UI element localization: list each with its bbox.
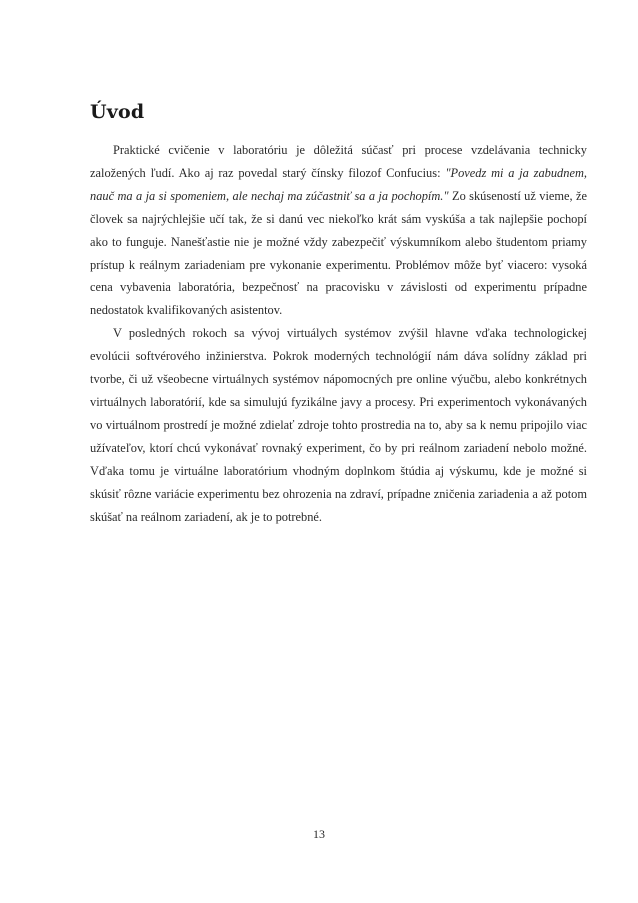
paragraph-2: V posledných rokoch sa vývoj virtuálych systémov zvýšil hlavne vďaka technologickej evolúcii softvérového inžinierstva. Pokrok moderných technológií nám dáva solídny základ pri tvorbe, či už všeobecne virtuálnych systémov nápomocných pre online výučbu, alebo konkrétnych virtuálnych laboratórií, kde sa simulujú fyzikálne javy a procesy. Pri experimentoch vykonávaných vo virtuálnom prostredí je možné zdielať zdroje tohto prostredia na to, aby sa k nemu pripojilo viac užívateľov, ktorí chcú vykonávať rovnaký experiment, čo by pri reálnom zariadení nebolo možné. Vďaka tomu je virtuálne laboratórium vhodným doplnkom štúdia aj výskumu, kde je možné si skúsiť rôzne variácie experimentu bez ohrozenia na zdraví, prípadne zničenia zariadenia a až potom skúšať na reálnom zariadení, ak je to potrebné.	[90, 326, 587, 524]
paragraph-1-intro: Praktické cvičenie v laboratóriu je dôležitá súčasť pri procese vzdelávania technicky založených ľudí. Ako aj raz povedal starý čínsky filozof Confucius:	[90, 143, 587, 180]
paragraph-1-rest: Zo skúseností už vieme, že človek sa najrýchlejšie učí tak, že si danú vec niekoľko krát sám vyskúša a tak najlepšie pochopí ako to funguje. Nanešťastie nie je možné vždy zabezpečiť výskumníkom alebo študentom priamy prístup k reálnym zariadeniam pre vykonanie experimentu. Problémov môže byť viacero: vysoká cena vybavenia laboratória, bezpečnosť na pracovisku v závislosti od experimentu prípadne nedostatok kvalifikovaných asistentov.	[90, 188, 588, 318]
paragraph-1	[90, 139, 587, 322]
body-text	[90, 139, 587, 528]
confucius-quote: "Povedz mi a ja zabudnem, nauč ma a ja si spomeniem, ale nechaj ma zúčastniť sa a ja pochopím."	[90, 165, 587, 203]
page-number: 13	[313, 827, 325, 841]
chapter-heading: Úvod	[90, 101, 145, 123]
